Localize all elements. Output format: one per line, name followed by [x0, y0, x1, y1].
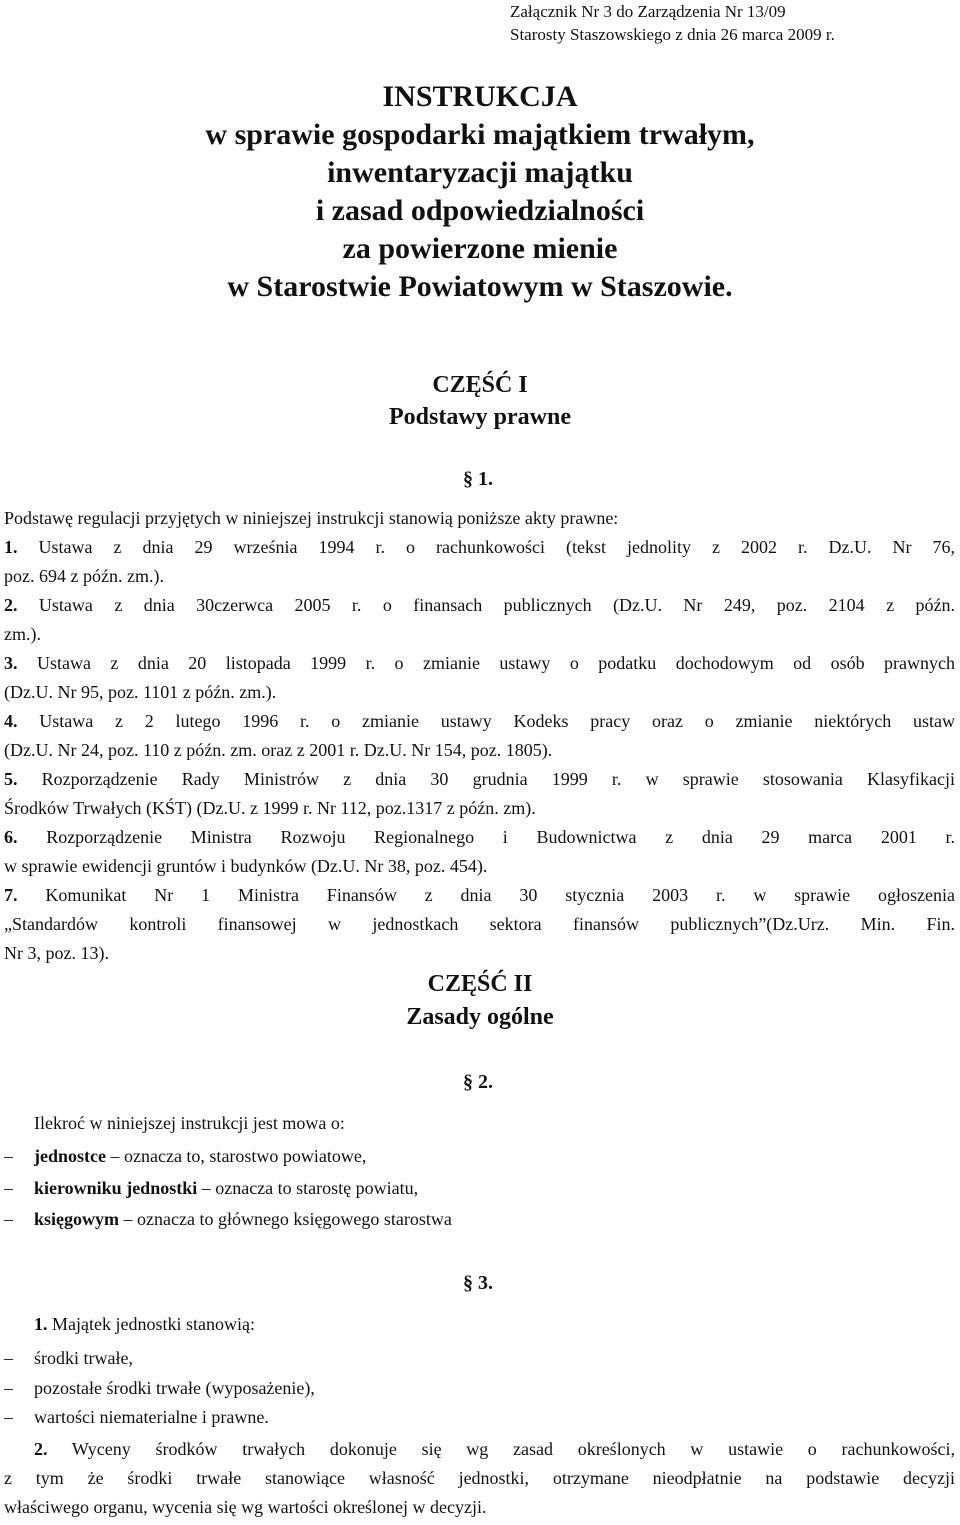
asset-list-item: – pozostałe środki trwałe (wyposażenie),: [4, 1378, 315, 1398]
title-line-4: i zasad odpowiedzialności: [315, 194, 645, 227]
asset-list-item: – środki trwałe,: [4, 1348, 133, 1368]
act-item-5-cont: Środków Trwałych (KŚT) (Dz.U. z 1999 r. Nr 112, poz.1317 z późn. zm).: [4, 798, 536, 818]
part-1-heading: CZĘŚĆ I: [432, 372, 528, 398]
title-line-1: INSTRUKCJA: [382, 80, 578, 113]
definitions-intro: Ilekroć w niniejszej instrukcji jest mowa o:: [34, 1113, 345, 1133]
definition-item: – kierowniku jednostki – oznacza to starostę powiatu,: [4, 1178, 419, 1198]
act-item-3: 3. Ustawa z dnia 20 listopada 1999 r. o zmianie ustawy o podatku dochodowym od osób prawnych: [4, 653, 956, 673]
act-item-6-cont: w sprawie ewidencji gruntów i budynków (Dz.U. Nr 38, poz. 454).: [4, 856, 488, 876]
part-2-subheading: Zasady ogólne: [406, 1004, 554, 1030]
part-2-heading: CZĘŚĆ II: [427, 971, 533, 997]
assets-intro: 1. Majątek jednostki stanowią:: [34, 1314, 255, 1334]
title-line-5: za powierzone mienie: [342, 232, 618, 265]
annex-note: [510, 0, 835, 46]
act-item-7-cont-2: Nr 3, poz. 13).: [4, 943, 109, 963]
act-item-2-cont: zm.).: [4, 624, 41, 644]
legal-basis-section: [4, 504, 955, 968]
asset-list-item: – wartości niematerialne i prawne.: [4, 1407, 269, 1427]
act-item-3-cont: (Dz.U. Nr 95, poz. 1101 z późn. zm.).: [4, 682, 277, 702]
definition-item: – księgowym – oznacza to głównego księgowego starostwa: [4, 1209, 452, 1229]
part-1-subheading: Podstawy prawne: [388, 404, 571, 430]
annex-line-1: Załącznik Nr 3 do Zarządzenia Nr 13/09: [510, 2, 786, 21]
paragraph-2-mark: § 2.: [463, 1071, 493, 1093]
act-item-7-cont: „Standardów kontroli finansowej w jednostkach sektora finansów publicznych”(Dz.Urz. Min. Fin.: [4, 914, 955, 934]
definition-item: – jednostce – oznacza to, starostwo powiatowe,: [4, 1146, 367, 1166]
title-line-3: inwentaryzacji majątku: [327, 156, 633, 189]
title-line-6: w Starostwie Powiatowym w Staszowie.: [227, 270, 733, 303]
act-item-5: 5. Rozporządzenie Rady Ministrów z dnia 30 grudnia 1999 r. w sprawie stosowania Klasyfikacji: [4, 769, 956, 789]
act-item-1: 1. Ustawa z dnia 29 września 1994 r. o rachunkowości (tekst jednolity z 2002 r. Dz.U. Nr 76,: [4, 537, 955, 557]
title-line-2: w sprawie gospodarki majątkiem trwałym,: [205, 118, 755, 151]
act-item-4: 4. Ustawa z 2 lutego 1996 r. o zmianie ustawy Kodeks pracy oraz o zmianie niektórych ustaw: [4, 711, 955, 731]
act-item-2: 2. Ustawa z dnia 30czerwca 2005 r. o finansach publicznych (Dz.U. Nr 249, poz. 2104 z późn.: [4, 595, 955, 615]
act-item-4-cont: (Dz.U. Nr 24, poz. 110 z późn. zm. oraz z 2001 r. Dz.U. Nr 154, poz. 1805).: [4, 740, 553, 760]
act-item-6: 6. Rozporządzenie Ministra Rozwoju Regionalnego i Budownictwa z dnia 29 marca 2001 r.: [4, 827, 955, 847]
paragraph-1-mark: § 1.: [463, 468, 493, 490]
valuation-paragraph: 2. Wyceny środków trwałych dokonuje się wg zasad określonych w ustawie o rachunkowości, z tym że środki trwałe stanowiące własność jednostki, otrzymane nieodpłatnie na podstawie decyzji właściwego organu, wycenia się wg wartości określonej w decyzji.: [4, 1439, 955, 1517]
paragraph-3-mark: § 3.: [463, 1272, 493, 1294]
annex-line-2: Starosty Staszowskiego z dnia 26 marca 2009 r.: [510, 25, 835, 44]
legal-basis-intro: Podstawę regulacji przyjętych w niniejszej instrukcji stanowią poniższe akty prawne:: [4, 508, 619, 528]
act-item-7: 7. Komunikat Nr 1 Ministra Finansów z dnia 30 stycznia 2003 r. w sprawie ogłoszenia: [4, 885, 955, 905]
act-item-1-cont: poz. 694 z późn. zm.).: [4, 566, 164, 586]
document-title: [0, 78, 960, 306]
